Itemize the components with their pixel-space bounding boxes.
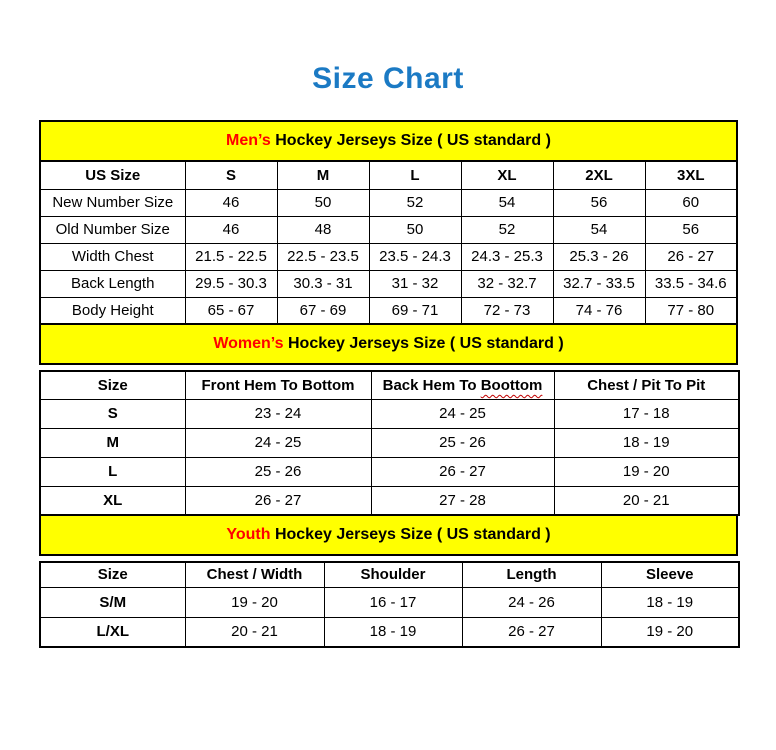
youth-table-row: [40, 617, 739, 647]
mens-column-header: L: [369, 161, 461, 189]
mens-size-cell: 25.3 - 26: [553, 243, 645, 270]
womens-column-header: Back Hem To Boottom: [371, 371, 554, 399]
mens-size-table: [39, 160, 738, 325]
womens-table-row: [40, 486, 739, 515]
womens-size-cell: 18 - 19: [554, 428, 739, 457]
page-title: Size Chart: [312, 62, 464, 95]
womens-table-row: [40, 399, 739, 428]
youth-row-label: L/XL: [40, 617, 185, 647]
mens-size-cell: 52: [369, 189, 461, 216]
mens-table-row: [40, 297, 737, 324]
womens-row-label: M: [40, 428, 185, 457]
mens-row-label: Back Length: [40, 270, 185, 297]
mens-size-cell: 50: [277, 189, 369, 216]
womens-column-header: Chest / Pit To Pit: [554, 371, 739, 399]
mens-title-accent: Men’s: [226, 132, 271, 149]
womens-row-label: L: [40, 457, 185, 486]
youth-size-cell: 24 - 26: [462, 587, 601, 617]
youth-table-row: [40, 587, 739, 617]
misspelled-word: Boottom: [480, 376, 543, 394]
youth-column-header: Shoulder: [324, 562, 462, 587]
mens-column-header: XL: [461, 161, 553, 189]
youth-size-cell: 19 - 20: [185, 587, 324, 617]
mens-size-cell: 21.5 - 22.5: [185, 243, 277, 270]
youth-header-row: [40, 562, 739, 587]
mens-size-cell: 30.3 - 31: [277, 270, 369, 297]
womens-size-cell: 26 - 27: [371, 457, 554, 486]
womens-table-row: [40, 428, 739, 457]
mens-size-cell: 22.5 - 23.5: [277, 243, 369, 270]
womens-size-cell: 19 - 20: [554, 457, 739, 486]
size-chart-page: [0, 58, 776, 750]
womens-size-cell: 25 - 26: [371, 428, 554, 457]
womens-section-title-bar: [39, 323, 738, 365]
mens-size-cell: 31 - 32: [369, 270, 461, 297]
mens-column-header: 3XL: [645, 161, 737, 189]
womens-size-cell: 24 - 25: [371, 399, 554, 428]
youth-size-cell: 20 - 21: [185, 617, 324, 647]
mens-size-cell: 50: [369, 216, 461, 243]
mens-header-row: [40, 161, 737, 189]
mens-size-cell: 24.3 - 25.3: [461, 243, 553, 270]
youth-row-label: S/M: [40, 587, 185, 617]
womens-column-header: Front Hem To Bottom: [185, 371, 371, 399]
mens-table-row: [40, 243, 737, 270]
youth-size-cell: 18 - 19: [324, 617, 462, 647]
womens-column-header: Size: [40, 371, 185, 399]
youth-column-header: Length: [462, 562, 601, 587]
mens-title-text: Hockey Jerseys Size ( US standard ): [270, 132, 551, 149]
womens-title-accent: Women’s: [213, 335, 284, 352]
womens-size-cell: 24 - 25: [185, 428, 371, 457]
youth-column-header: Chest / Width: [185, 562, 324, 587]
mens-size-cell: 32.7 - 33.5: [553, 270, 645, 297]
youth-title-text: Hockey Jerseys Size ( US standard ): [270, 526, 551, 543]
mens-size-cell: 23.5 - 24.3: [369, 243, 461, 270]
womens-header-row: [40, 371, 739, 399]
womens-size-cell: 20 - 21: [554, 486, 739, 515]
mens-size-cell: 29.5 - 30.3: [185, 270, 277, 297]
womens-table-row: [40, 457, 739, 486]
mens-size-cell: 46: [185, 189, 277, 216]
mens-row-label: Width Chest: [40, 243, 185, 270]
mens-size-cell: 60: [645, 189, 737, 216]
mens-row-label: Body Height: [40, 297, 185, 324]
youth-size-cell: 18 - 19: [601, 587, 739, 617]
womens-row-label: XL: [40, 486, 185, 515]
mens-size-cell: 56: [645, 216, 737, 243]
mens-size-cell: 48: [277, 216, 369, 243]
youth-section-title-bar: [39, 514, 738, 556]
mens-size-cell: 72 - 73: [461, 297, 553, 324]
mens-size-cell: 54: [553, 216, 645, 243]
youth-title-accent: Youth: [226, 526, 271, 543]
mens-size-cell: 33.5 - 34.6: [645, 270, 737, 297]
mens-size-cell: 77 - 80: [645, 297, 737, 324]
womens-title-text: Hockey Jerseys Size ( US standard ): [283, 335, 564, 352]
mens-row-label: Old Number Size: [40, 216, 185, 243]
womens-size-cell: 25 - 26: [185, 457, 371, 486]
mens-size-cell: 74 - 76: [553, 297, 645, 324]
mens-size-cell: 26 - 27: [645, 243, 737, 270]
mens-row-label: New Number Size: [40, 189, 185, 216]
mens-section-title-bar: [39, 120, 738, 162]
mens-size-cell: 46: [185, 216, 277, 243]
mens-column-header: US Size: [40, 161, 185, 189]
size-chart-sheet: [39, 120, 738, 648]
youth-size-cell: 26 - 27: [462, 617, 601, 647]
youth-size-cell: 19 - 20: [601, 617, 739, 647]
mens-column-header: 2XL: [553, 161, 645, 189]
womens-size-cell: 26 - 27: [185, 486, 371, 515]
mens-table-row: [40, 270, 737, 297]
youth-size-cell: 16 - 17: [324, 587, 462, 617]
mens-size-cell: 65 - 67: [185, 297, 277, 324]
womens-row-label: S: [40, 399, 185, 428]
youth-column-header: Sleeve: [601, 562, 739, 587]
womens-size-cell: 17 - 18: [554, 399, 739, 428]
youth-column-header: Size: [40, 562, 185, 587]
mens-size-cell: 69 - 71: [369, 297, 461, 324]
womens-size-table: [39, 370, 740, 516]
mens-size-cell: 54: [461, 189, 553, 216]
mens-table-row: [40, 189, 737, 216]
youth-size-table: [39, 561, 740, 648]
mens-size-cell: 56: [553, 189, 645, 216]
mens-size-cell: 52: [461, 216, 553, 243]
mens-size-cell: 67 - 69: [277, 297, 369, 324]
mens-size-cell: 32 - 32.7: [461, 270, 553, 297]
mens-table-row: [40, 216, 737, 243]
mens-column-header: M: [277, 161, 369, 189]
mens-column-header: S: [185, 161, 277, 189]
womens-size-cell: 27 - 28: [371, 486, 554, 515]
womens-size-cell: 23 - 24: [185, 399, 371, 428]
